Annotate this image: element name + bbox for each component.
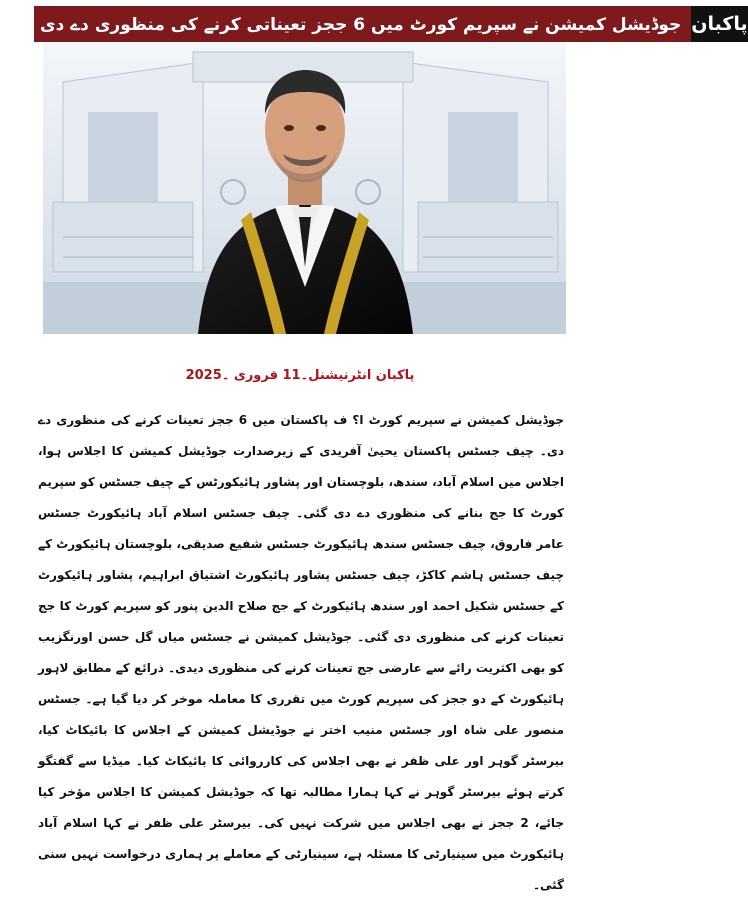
dateline: پاکبان انٹرنیشنل۔11 فروری ۔2025: [185, 368, 415, 383]
brand-logo: پاکبان: [691, 6, 747, 42]
news-header: [34, 6, 748, 42]
judge-portrait-image: [43, 42, 566, 334]
headline: جوڈیشل کمیشن نے سپریم کورٹ میں 6 ججز تعیناتی کرنے کی منظوری دے دی: [34, 6, 691, 42]
article-body: جوڈیشل کمیشن نے سپریم کورٹ ا؟ ف پاکستان میں 6 ججز تعینات کرنے کی منظوری دے دی۔ چیف جسٹس پاکستان یحییٰ آفریدی کے زیرصدارت جوڈیشل کمیشن کا اجلاس ہوا، اجلاس میں اسلام آباد، سندھ، بلوچستان اور پشاور ہائیکورٹس کے چیف جسٹس کو سپریم کورٹ کا جج بنانے کی منظوری دے دی گئی۔ چیف جسٹس اسلام آباد ہائیکورٹ جسٹس عامر فاروق، چیف جسٹس سندھ ہائیکورٹ جسٹس شفیع صدیقی، بلوچستان ہائیکورٹ کے چیف جسٹس ہاشم کاکڑ، چیف جسٹس پشاور ہائیکورٹ اشتیاق ابراہیم، پشاور ہائیکورٹ کے جسٹس شکیل احمد اور سندھ ہائیکورٹ کے جج صلاح الدین پنور کو سپریم کورٹ کا جج تعینات کرنے کی منظوری دی گئی۔ جوڈیشل کمیشن نے جسٹس میاں گل حسن اورنگزیب کو بھی اکثریت رائے سے عارضی جج تعینات کرنے کی منظوری دیدی۔ ذرائع کے مطابق لاہور ہائیکورٹ کے دو ججز کی سپریم کورٹ میں تقرری کا معاملہ موخر کر دیا گیا ہے۔ جسٹس منصور علی شاہ اور جسٹس منیب اختر نے جوڈیشل کمیشن کے اجلاس کا بائیکاٹ کیا، بیرسٹر گوہر اور علی ظفر نے بھی اجلاس کی کارروائی کا بائیکاٹ کیا۔ میڈیا سے گفتگو کرتے ہوئے بیرسٹر گوہر نے کہا ہمارا مطالبہ تھا کہ جوڈیشل کمیشن کا اجلاس مؤخر کیا جائے، 2 ججز نے بھی اجلاس میں شرکت نہیں کی۔ بیرسٹر علی ظفر نے کہا اسلام آباد ہائیکورٹ میں سینیارٹی کا مسئلہ ہے، سینیارٹی کے معاملے پر ہماری درخواست نہیں سنی گئی۔: [38, 413, 564, 892]
featured-photo: [43, 42, 566, 334]
